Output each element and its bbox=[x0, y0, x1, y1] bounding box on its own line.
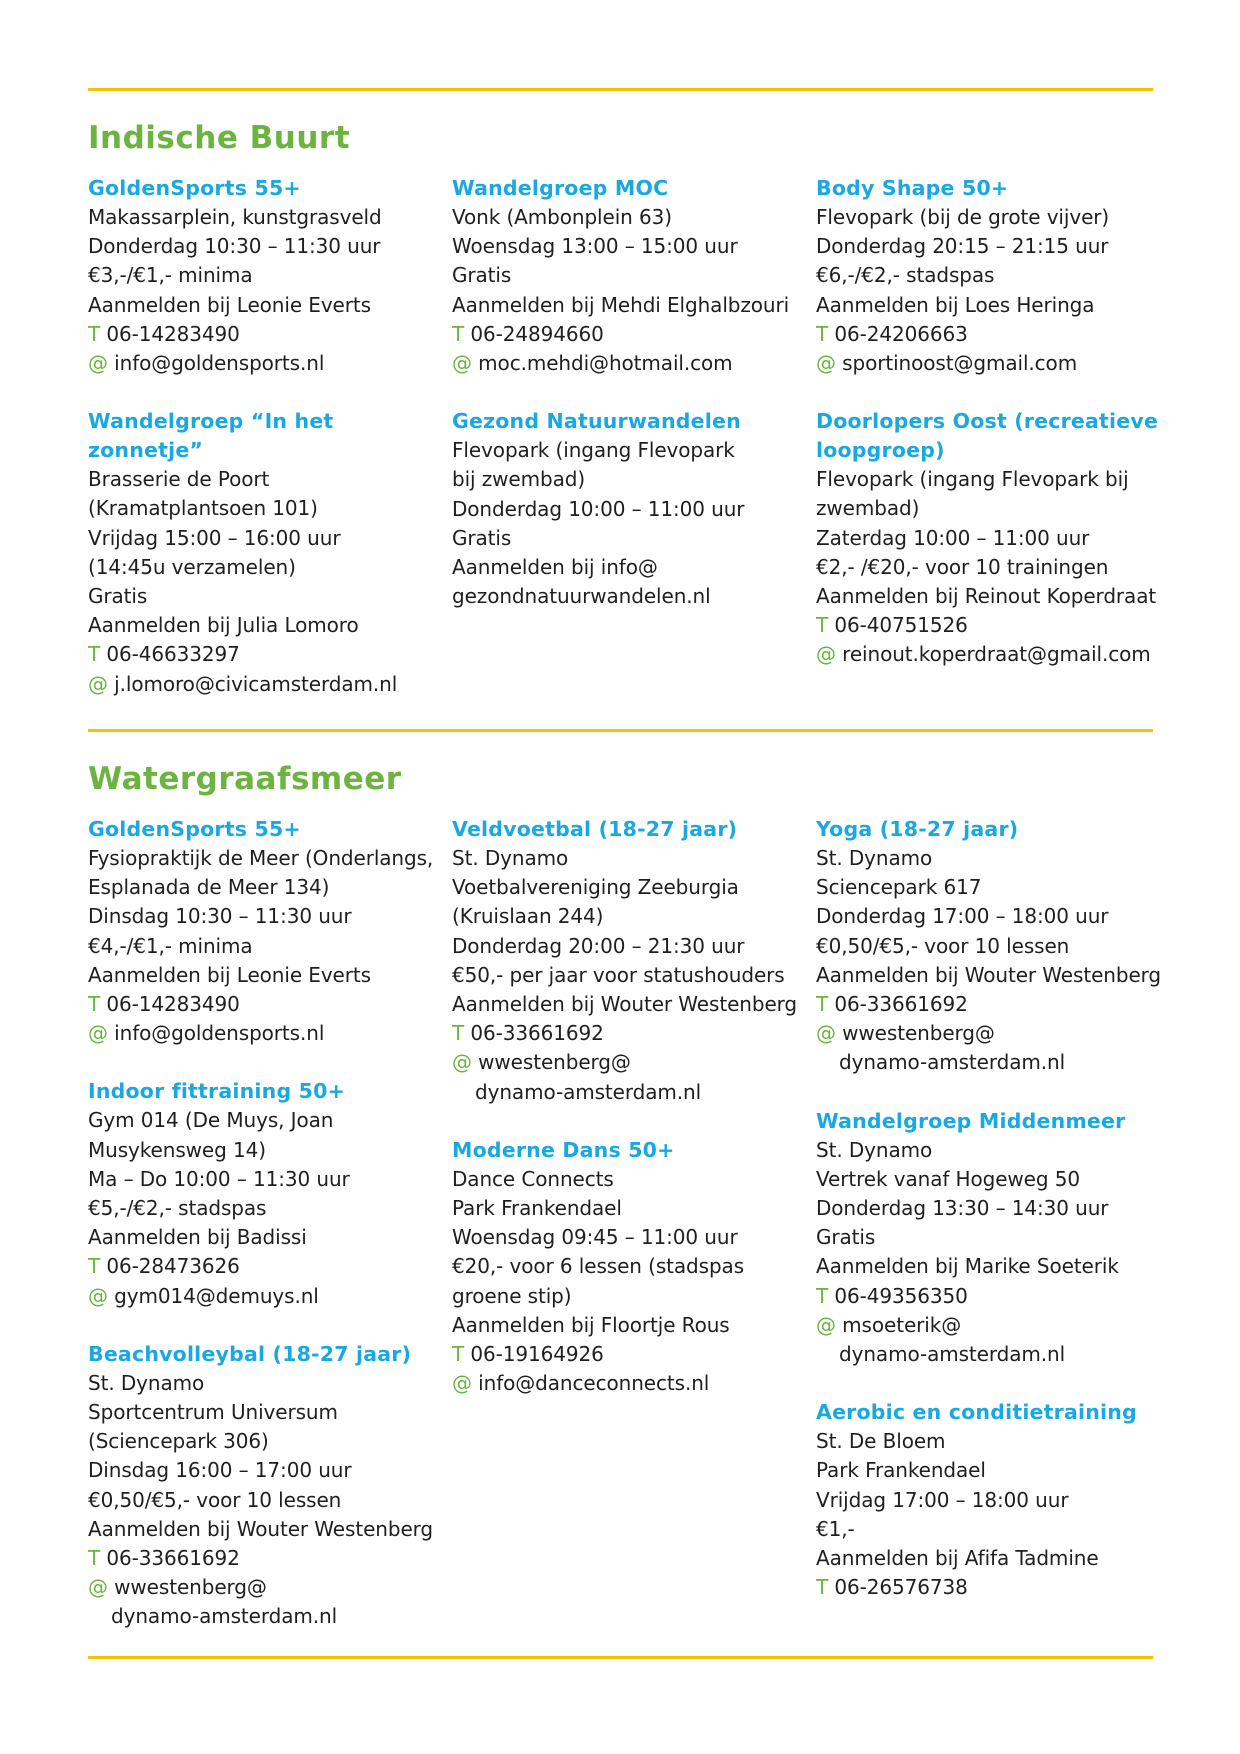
activity-detail: Vrijdag 15:00 – 16:00 uur bbox=[88, 525, 341, 550]
activity-detail: (Kramatplantsoen 101) bbox=[88, 496, 318, 521]
activity-detail: €4,-/€1,- minima bbox=[88, 933, 253, 958]
activity-title: Wandelgroep “In het zonnetje” bbox=[88, 409, 334, 463]
activity-detail: Sciencepark 617 bbox=[816, 875, 982, 900]
activity-detail: Makassarplein, kunstgrasveld bbox=[88, 205, 382, 229]
activity-detail: Dinsdag 16:00 – 17:00 uur bbox=[88, 1458, 352, 1483]
email-label: @ bbox=[816, 1021, 836, 1046]
activity-title: Yoga (18-27 jaar) bbox=[816, 817, 1019, 841]
activity-detail: Gratis bbox=[452, 263, 512, 288]
phone-label: T bbox=[88, 1254, 101, 1279]
phone-label: T bbox=[88, 321, 101, 346]
activity-detail: Aanmelden bij Wouter Westenberg bbox=[452, 992, 798, 1017]
activity-detail: Dance Connects bbox=[452, 1166, 614, 1191]
activity-detail: Gym 014 (De Muys, Joan bbox=[88, 1108, 334, 1133]
activity-detail: Vrijdag 17:00 – 18:00 uur bbox=[816, 1487, 1069, 1512]
activity-detail: Aanmelden bij Marike Soeterik bbox=[816, 1254, 1119, 1279]
activity-entry bbox=[452, 174, 807, 378]
activity-detail: Aanmelden bij Julia Lomoro bbox=[88, 613, 359, 638]
activity-entry bbox=[452, 407, 807, 611]
activity-title: GoldenSports 55+ bbox=[88, 817, 301, 841]
activity-detail: Esplanada de Meer 134) bbox=[88, 875, 330, 900]
email-link[interactable]: msoeterik@ bbox=[842, 1312, 962, 1337]
phone-row bbox=[452, 1340, 807, 1369]
activity-title: Wandelgroep Middenmeer bbox=[816, 1108, 1126, 1133]
activity-entry bbox=[88, 1340, 443, 1632]
phone-label: T bbox=[816, 321, 829, 346]
email-row bbox=[88, 670, 443, 699]
activity-detail: Aanmelden bij Wouter Westenberg bbox=[88, 1516, 434, 1541]
activity-detail: Park Frankendael bbox=[452, 1196, 622, 1221]
activity-entry bbox=[88, 174, 443, 378]
activity-entry bbox=[816, 1398, 1171, 1602]
activity-detail: Aanmelden bij Leonie Everts bbox=[88, 292, 371, 317]
activity-detail: Gratis bbox=[88, 584, 148, 609]
activity-entry bbox=[452, 1136, 807, 1399]
activity-detail: St. Dynamo bbox=[452, 846, 569, 870]
activity-detail: St. Dynamo bbox=[88, 1370, 205, 1395]
activity-detail: Donderdag 20:00 – 21:30 uur bbox=[452, 933, 745, 958]
email-row bbox=[88, 1282, 443, 1311]
activity-title: Aerobic en conditietraining bbox=[816, 1400, 1137, 1425]
phone-number[interactable]: 06-14283490 bbox=[106, 992, 240, 1017]
activity-title: Indoor fittraining 50+ bbox=[88, 1079, 345, 1104]
activity-detail: Flevopark (ingang Flevopark bij bbox=[816, 467, 1129, 492]
email-link[interactable]: info@goldensports.nl bbox=[114, 351, 325, 376]
phone-number[interactable]: 06-26576738 bbox=[834, 1575, 968, 1600]
activity-title: Veldvoetbal (18-27 jaar) bbox=[452, 817, 738, 841]
phone-row bbox=[816, 320, 1171, 349]
activity-detail: St. De Bloem bbox=[816, 1429, 946, 1454]
phone-label: T bbox=[816, 1283, 829, 1308]
activity-detail: Donderdag 13:30 – 14:30 uur bbox=[816, 1196, 1109, 1221]
phone-label: T bbox=[452, 1021, 465, 1046]
activity-detail: Aanmelden bij Floortje Rous bbox=[452, 1312, 730, 1337]
activity-detail: Vertrek vanaf Hogeweg 50 bbox=[816, 1166, 1080, 1191]
email-link[interactable]: reinout.koperdraat@gmail.com bbox=[842, 642, 1151, 667]
phone-number[interactable]: 06-46633297 bbox=[106, 642, 240, 667]
activity-detail: Flevopark (bij de grote vijver) bbox=[816, 205, 1110, 229]
activity-title: Beachvolleybal (18-27 jaar) bbox=[88, 1341, 412, 1366]
column-2 bbox=[452, 815, 807, 1427]
activity-detail: €50,- per jaar voor statushouders bbox=[452, 962, 785, 987]
email-label: @ bbox=[816, 351, 836, 376]
column-3 bbox=[816, 815, 1171, 1631]
activity-detail: St. Dynamo bbox=[816, 1137, 933, 1162]
phone-number[interactable]: 06-33661692 bbox=[834, 992, 968, 1017]
email-link[interactable]: j.lomoro@civicamsterdam.nl bbox=[114, 671, 398, 696]
activity-detail: Aanmelden bij Afifa Tadmine bbox=[816, 1546, 1099, 1571]
email-row bbox=[452, 1048, 807, 1077]
activity-detail: gezondnatuurwandelen.nl bbox=[452, 584, 711, 609]
activity-detail: Ma – Do 10:00 – 11:30 uur bbox=[88, 1166, 350, 1191]
phone-label: T bbox=[452, 1342, 465, 1367]
phone-label: T bbox=[88, 1546, 101, 1571]
email-row bbox=[816, 1311, 1171, 1340]
email-link[interactable]: wwestenberg@ bbox=[842, 1021, 995, 1046]
phone-row bbox=[452, 320, 807, 349]
email-row bbox=[88, 1019, 443, 1048]
email-row bbox=[816, 640, 1171, 669]
activity-title: Moderne Dans 50+ bbox=[452, 1137, 675, 1162]
phone-row bbox=[816, 990, 1171, 1019]
email-label: @ bbox=[452, 351, 472, 376]
phone-row bbox=[88, 1252, 443, 1281]
phone-row bbox=[88, 320, 443, 349]
top-divider bbox=[88, 88, 1153, 91]
email-link-continued[interactable]: dynamo-amsterdam.nl bbox=[839, 1050, 1066, 1075]
activity-detail: (Kruislaan 244) bbox=[452, 904, 604, 929]
column-3 bbox=[816, 174, 1171, 699]
activity-detail: Aanmelden bij Mehdi Elghalbzouri bbox=[452, 292, 790, 317]
phone-number[interactable]: 06-14283490 bbox=[106, 321, 240, 346]
activity-entry bbox=[816, 815, 1171, 1078]
activity-title: GoldenSports 55+ bbox=[88, 176, 301, 200]
activity-detail: €6,-/€2,- stadspas bbox=[816, 263, 995, 288]
email-label: @ bbox=[816, 642, 836, 667]
activity-detail: Woensdag 13:00 – 15:00 uur bbox=[452, 234, 738, 259]
activity-entry bbox=[88, 1077, 443, 1310]
middle-divider bbox=[88, 729, 1153, 732]
phone-number[interactable]: 06-33661692 bbox=[470, 1021, 604, 1046]
activity-detail: Aanmelden bij Loes Heringa bbox=[816, 292, 1095, 317]
phone-number[interactable]: 06-49356350 bbox=[834, 1283, 968, 1308]
activity-detail: Park Frankendael bbox=[816, 1458, 986, 1483]
email-link[interactable]: moc.mehdi@hotmail.com bbox=[478, 351, 733, 376]
activity-detail: Gratis bbox=[452, 525, 512, 550]
activity-entry bbox=[88, 407, 443, 699]
activity-detail: St. Dynamo bbox=[816, 846, 933, 870]
activity-detail: Voetbalvereniging Zeeburgia bbox=[452, 875, 739, 900]
activity-detail: €2,- /€20,- voor 10 trainingen bbox=[816, 554, 1109, 579]
activity-detail: €5,-/€2,- stadspas bbox=[88, 1196, 267, 1221]
email-link[interactable]: wwestenberg@ bbox=[114, 1575, 267, 1600]
phone-row bbox=[816, 1282, 1171, 1311]
activity-detail: Aanmelden bij Badissi bbox=[88, 1225, 307, 1250]
phone-number[interactable]: 06-24206663 bbox=[834, 321, 968, 346]
bottom-divider bbox=[88, 1656, 1153, 1659]
email-label: @ bbox=[452, 1371, 472, 1396]
activity-detail: Donderdag 10:00 – 11:00 uur bbox=[452, 496, 745, 521]
activity-entry bbox=[452, 815, 807, 1107]
email-label: @ bbox=[452, 1050, 472, 1075]
activity-detail: Donderdag 17:00 – 18:00 uur bbox=[816, 904, 1109, 929]
phone-label: T bbox=[88, 992, 101, 1017]
phone-row bbox=[816, 1573, 1171, 1602]
activity-entry bbox=[816, 1107, 1171, 1370]
email-label: @ bbox=[88, 1021, 108, 1046]
activity-detail: €20,- voor 6 lessen (stadspas bbox=[452, 1254, 745, 1279]
phone-row bbox=[88, 640, 443, 669]
activity-detail: Woensdag 09:45 – 11:00 uur bbox=[452, 1225, 738, 1250]
phone-row bbox=[88, 1544, 443, 1573]
activity-entry bbox=[816, 407, 1171, 669]
email-label: @ bbox=[88, 671, 108, 696]
phone-row bbox=[452, 1019, 807, 1048]
activity-detail: €1,- bbox=[816, 1516, 855, 1541]
activity-title: Body Shape 50+ bbox=[816, 176, 1009, 200]
email-link-continued[interactable]: dynamo-amsterdam.nl bbox=[111, 1604, 338, 1629]
activity-detail: (Sciencepark 306) bbox=[88, 1429, 269, 1454]
activity-detail: Gratis bbox=[816, 1225, 876, 1250]
email-label: @ bbox=[88, 1283, 108, 1308]
email-row bbox=[452, 1369, 807, 1398]
email-row bbox=[816, 349, 1171, 378]
activity-detail: groene stip) bbox=[452, 1283, 572, 1308]
phone-label: T bbox=[452, 321, 465, 346]
activity-detail: Dinsdag 10:30 – 11:30 uur bbox=[88, 904, 352, 929]
phone-label: T bbox=[816, 613, 829, 638]
activity-detail: Flevopark (ingang Flevopark bbox=[452, 438, 735, 463]
phone-label: T bbox=[816, 1575, 829, 1600]
email-label: @ bbox=[88, 351, 108, 376]
activity-detail: Brasserie de Poort bbox=[88, 467, 270, 492]
section-title: Watergraafsmeer bbox=[88, 761, 402, 797]
activity-detail: Aanmelden bij info@ bbox=[452, 555, 658, 580]
activity-title: Doorlopers Oost (recreatieve loopgroep) bbox=[816, 409, 1159, 463]
phone-label: T bbox=[816, 992, 829, 1017]
activity-detail: €3,-/€1,- minima bbox=[88, 263, 253, 288]
phone-number[interactable]: 06-24894660 bbox=[470, 321, 604, 346]
activity-detail: Fysiopraktijk de Meer (Onderlangs, bbox=[88, 846, 434, 870]
activity-detail: zwembad) bbox=[816, 496, 920, 521]
phone-number[interactable]: 06-33661692 bbox=[106, 1546, 240, 1571]
email-row bbox=[88, 1573, 443, 1602]
email-link-continued[interactable]: dynamo-amsterdam.nl bbox=[475, 1079, 702, 1104]
email-row bbox=[816, 1019, 1171, 1048]
section-title: Indische Buurt bbox=[88, 120, 351, 156]
phone-number[interactable]: 06-28473626 bbox=[106, 1254, 240, 1279]
email-label: @ bbox=[816, 1312, 836, 1337]
activity-title: Wandelgroep MOC bbox=[452, 176, 669, 200]
activity-detail: €0,50/€5,- voor 10 lessen bbox=[88, 1487, 342, 1512]
activity-title: Gezond Natuurwandelen bbox=[452, 409, 741, 434]
email-row bbox=[88, 349, 443, 378]
activity-detail: €0,50/€5,- voor 10 lessen bbox=[816, 933, 1070, 958]
email-link[interactable]: info@danceconnects.nl bbox=[478, 1371, 710, 1396]
email-link[interactable]: sportinoost@gmail.com bbox=[842, 351, 1078, 376]
activity-detail: Musykensweg 14) bbox=[88, 1137, 266, 1162]
activity-entry bbox=[816, 174, 1171, 378]
email-label: @ bbox=[88, 1575, 108, 1600]
phone-number[interactable]: 06-40751526 bbox=[834, 613, 968, 638]
activity-entry bbox=[88, 815, 443, 1048]
activity-detail: Aanmelden bij Reinout Koperdraat bbox=[816, 584, 1157, 609]
activity-detail: Aanmelden bij Wouter Westenberg bbox=[816, 962, 1162, 987]
email-row bbox=[452, 349, 807, 378]
phone-row bbox=[816, 611, 1171, 640]
activity-detail: Donderdag 10:30 – 11:30 uur bbox=[88, 234, 381, 259]
phone-label: T bbox=[88, 642, 101, 667]
activity-detail: Donderdag 20:15 – 21:15 uur bbox=[816, 234, 1109, 259]
column-2 bbox=[452, 174, 807, 640]
email-link[interactable]: gym014@demuys.nl bbox=[114, 1283, 319, 1308]
phone-row bbox=[88, 990, 443, 1019]
phone-number[interactable]: 06-19164926 bbox=[470, 1342, 604, 1367]
activity-detail: (14:45u verzamelen) bbox=[88, 554, 296, 579]
activity-detail: Sportcentrum Universum bbox=[88, 1400, 338, 1425]
email-link[interactable]: wwestenberg@ bbox=[478, 1050, 631, 1075]
activity-detail: Aanmelden bij Leonie Everts bbox=[88, 962, 371, 987]
activity-detail: Zaterdag 10:00 – 11:00 uur bbox=[816, 525, 1090, 550]
activity-detail: bij zwembad) bbox=[452, 467, 586, 492]
email-link-continued[interactable]: dynamo-amsterdam.nl bbox=[839, 1342, 1066, 1367]
activity-detail: Vonk (Ambonplein 63) bbox=[452, 205, 672, 229]
email-link[interactable]: info@goldensports.nl bbox=[114, 1021, 325, 1046]
column-1 bbox=[88, 174, 443, 728]
column-1 bbox=[88, 815, 443, 1661]
